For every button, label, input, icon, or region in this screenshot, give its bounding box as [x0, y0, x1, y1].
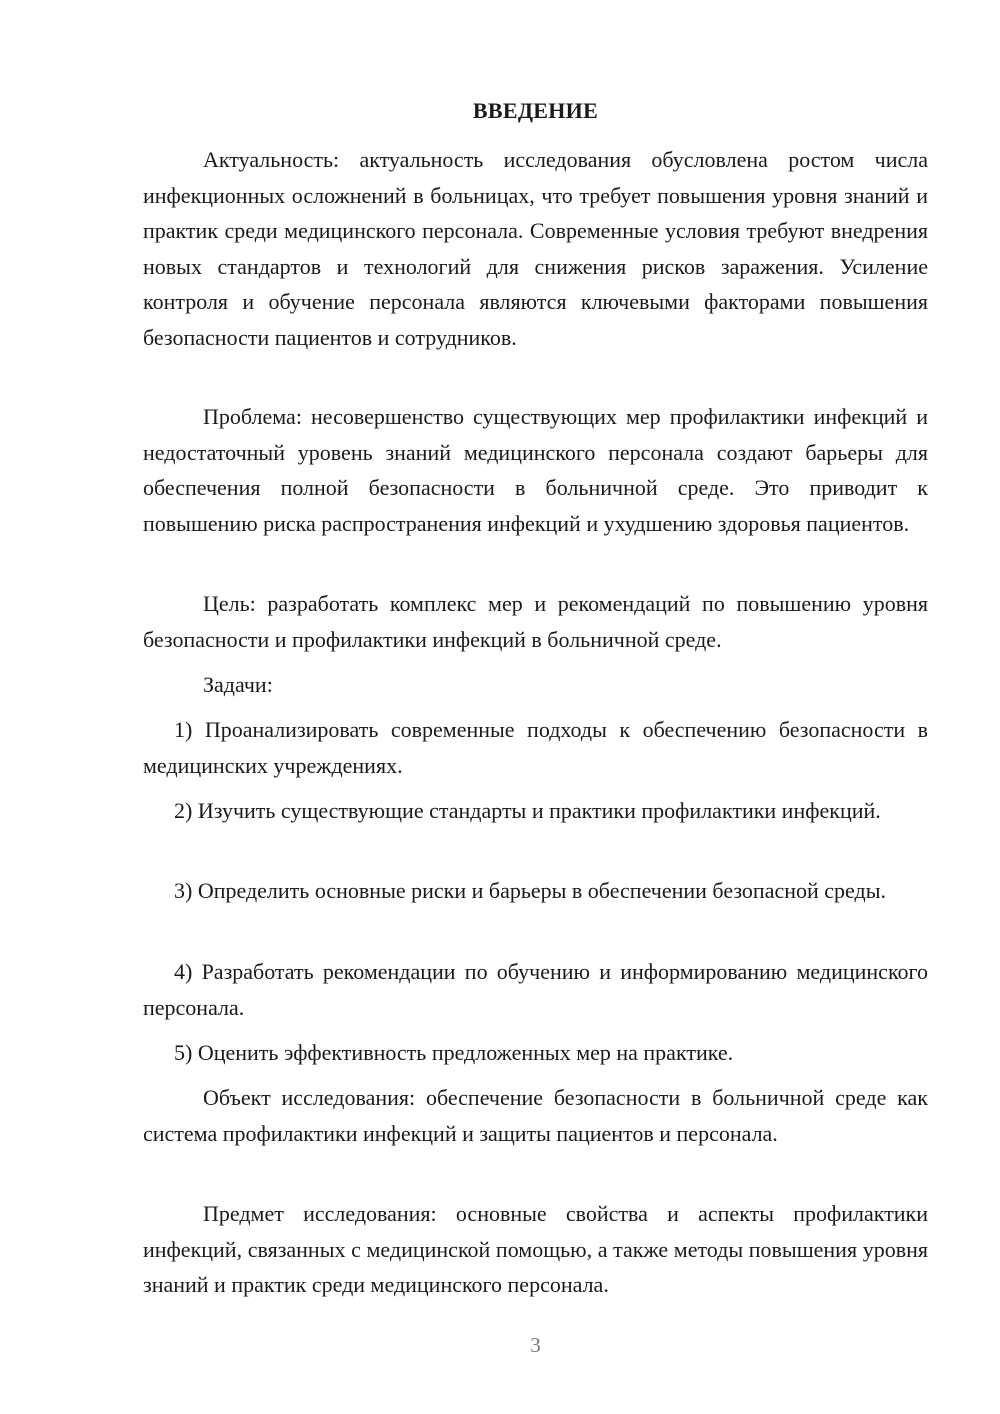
tasks-heading: Задачи:	[203, 672, 273, 697]
task-item-2: 2) Изучить существующие стандарты и практики профилактики инфекций.	[174, 798, 881, 823]
subject-paragraph: Предмет исследования: основные свойства и аспекты профилактики инфекций, связанных с медицинской помощью, а также методы повышения уровня знаний и практик среди медицинского персонала.	[143, 1201, 928, 1297]
task-item-3: 3) Определить основные риски и барьеры в обеспечении безопасной среды.	[174, 878, 886, 903]
object-paragraph: Объект исследования: обеспечение безопасности в больничной среде как система профилактики инфекций и защиты пациентов и персонала.	[143, 1085, 928, 1146]
task-item-5: 5) Оценить эффективность предложенных мер на практике.	[174, 1040, 734, 1065]
task-item-4: 4) Разработать рекомендации по обучению и информированию медицинского персонала.	[143, 959, 928, 1020]
problem-paragraph: Проблема: несовершенство существующих мер профилактики инфекций и недостаточный уровень знаний медицинского персонала создают барьеры для обеспечения полной безопасности в больничной среде. Это приводит к повышению риска распространения инфекций и ухудшению здоровья пациентов.	[143, 404, 928, 536]
relevance-paragraph: Актуальность: актуальность исследования обусловлена ростом числа инфекционных осложнений в больницах, что требует повышения уровня знаний и практик среди медицинского персонала. Современные условия требуют внедрения новых стандартов и технологий для снижения рисков заражения. Усиление контроля и обучение персонала являются ключевыми факторами повышения безопасности пациентов и сотрудников.	[143, 147, 928, 350]
goal-paragraph: Цель: разработать комплекс мер и рекомендаций по повышению уровня безопасности и профилактики инфекций в больничной среде.	[143, 591, 928, 652]
task-item-1: 1) Проанализировать современные подходы к обеспечению безопасности в медицинских учреждениях.	[143, 717, 928, 778]
page-title: ВВЕДЕНИЕ	[472, 98, 599, 123]
page-number: 3	[530, 1333, 541, 1357]
